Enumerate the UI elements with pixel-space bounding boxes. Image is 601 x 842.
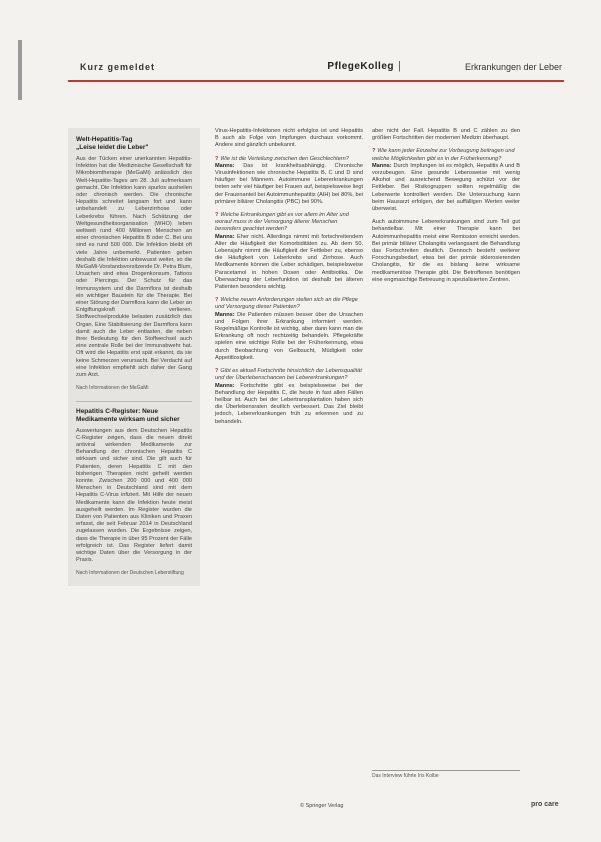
news-text-hepatitis-day: Aus der Tücken einer unerkannten Hepatitis-Infektion hat die Medizinische Gesellschaft für Mikrobiomtherapie (MeGaMi) anlässlich des Welt-Hepatitis-Tages am 28. Juli aufmerksam gemacht. Die Infektion kann spurlos ausheilen oder chronisch werden. Die chronische Hepatitis schreitet langsam fort und kann unbehandelt zu Leberzirrhose oder Leberkrebs führen. Nach Schätzung der Weltgesundheitsorganisation (WHO) leben weltweit rund 400 Millionen Menschen an einer chronischen Hepatitis B oder C. Bei uns sind es rund 500 000. Die Infektion bleibt oft viele Jahre unbemerkt. Patienten geben deshalb die Infektion unbewusst weiter, so die MeGaMi-Vorstandsvorsitzende Dr. Petra Blum, Ursachen sind etwa Drogenkonsum, Tattoos oder Piercings. Der Schutz für das Immunsystem und die Darmflora ist deshalb ein wichtiger Baustein für die Therapie. Bei einer Störung der Darmflora kann die Leber an Entgiftungskraft verlieren. Stoffwechselprodukte belasten zusätzlich das Organ. Eine Stabilisierung der Darmflora kann damit auch die Leber entlasten, die neben ihrer Bedeutung für den Stoffwechsel auch eine zentrale Rolle bei der Immunabwehr hat. Oft wird die Hepatitis erst spät erkannt, da sie keine Schmerzen verursacht. Bei Verdacht auf eine Infektion empfiehlt sich daher der Gang zum Arzt.	[76, 156, 192, 379]
interview-column-middle	[215, 128, 363, 426]
news-title-register: Hepatitis C-Register: Neue Medikamente wirksam und sicher	[76, 407, 180, 423]
header-topic: Erkrankungen der Leber	[464, 62, 562, 72]
header-rule	[68, 80, 564, 82]
interview-credit: Das Interview führte Iris Kolbe	[372, 770, 520, 779]
question-mark-icon: ?	[215, 155, 219, 162]
journal-brand: PflegeKolleg	[327, 61, 394, 72]
question-mark-icon: ?	[215, 297, 219, 304]
question-mark-icon: ?	[215, 368, 219, 375]
interview-answer: Manns: Eher nicht. Allerdings nimmt mit fortschreitendem Alter die Häufigkeit der Komorbiditäten zu. Ab dem 50. Lebensjahr nimmt die Häufigkeit der Fettleber zu, ebenso die Häufigkeit von Leberkrebs und Zirrhose. Auch Medikamente können die Leber schädigen, beispielsweise Paracetamol in hohen Dosen oder Antibiotika. Die Überwachung der Leberfunktion ist deshalb bei älteren Patienten besonders wichtig.	[215, 233, 363, 291]
news-title-hepatitis-day: Welt-Hepatitis-Tag „Leise leidet die Leber"	[76, 136, 149, 151]
section-label: Kurz gemeldet	[80, 62, 156, 72]
page-header	[68, 60, 564, 78]
interview-paragraph: Auch autoimmune Lebererkrankungen sind zum Teil gut behandelbar. Mit einer Therapie kann bei Autoimmunhepatitis meist eine Remission erreicht werden. Bei primär biliärer Cholangitis verlangsamt die Behandlung das Fortschreiten deutlich. Dennoch besteht weiterer Forschungsbedarf, etwa bei der primär sklerosierenden Cholangitis, für die es bislang keine wirksame medikamentöse Therapie gibt. Die Betroffenen benötigen eine engmaschige Betreuung in spezialisierten Zentren.	[372, 219, 520, 283]
news-source-hepatitis-day: Nach Informationen der MeGaMi	[76, 385, 149, 392]
interview-answer: Manns: Fortschritte gibt es beispielsweise bei der Behandlung der Hepatitis C, die heute in fast allen Fällen heilbar ist. Auch bei der Lebertransplantation haben sich die Überlebensraten deutlich verbessert. Das Ziel bleibt jedoch, Lebererkrankungen früh zu erkennen und zu behandeln.	[215, 382, 363, 425]
interview-question: ? Welche Erkrankungen gibt es vor allem im Alter und worauf muss in der Versorgung älterer Menschen besonders geachtet werden?	[215, 212, 349, 233]
interview-question: ? Gibt es aktuell Fortschritte hinsichtlich der Lebensqualität und der Überlebenschancen bei Lebererkrankungen?	[215, 368, 362, 382]
page-binding-mark	[18, 40, 22, 100]
header-separator: |	[398, 60, 401, 72]
interview-answer: Manns: Durch Impfungen ist es möglich, Hepatitis A und B vorzubeugen. Eine gesunde Lebensweise mit wenig Alkohol und ausreichend Bewegung schützt vor der Fettleber. Bei Risikogruppen sollten regelmäßig die Leberwerte kontrolliert werden. Die Untersuchung kann beim Hausarzt erfolgen, der bei auffälligen Werten weiter überweist.	[372, 162, 520, 213]
news-sidebar	[68, 128, 200, 586]
interview-question: ? Wie kann jeder Einzelne zur Vorbeugung beitragen und welche Möglichkeiten gibt es in der Früherkennung?	[372, 148, 515, 162]
interview-continuation: aber nicht der Fall. Hepatitis B und C zählen zu den größten Fortschritten der modernen Medizin überhaupt.	[372, 128, 520, 142]
footer-publisher: © Springer Verlag	[300, 803, 344, 809]
news-source-register: Nach Informationen der Deutschen Leberstiftung	[76, 570, 184, 577]
question-mark-icon: ?	[215, 212, 219, 219]
news-text-register: Auswertungen aus dem Deutschen Hepatitis C-Register zeigen, dass die neuen direkt antiviral wirkenden Medikamente zur Behandlung der chronischen Hepatitis C wirksam und sicher sind. Die gilt auch für Patienten, deren Hepatitis C mit den bisherigen Therapien nicht geheilt werden konnte. Zwischen 200 000 und 400 000 Menschen in Deutschland sind mit dem Hepatitis C-Virus infiziert. Mit Hilfe der neuen Medikamente kann die Infektion heute meist ausgeheilt werden. Im Register wurden die Daten von Patienten aus Kliniken und Praxen erfasst, die seit Februar 2014 in Deutschland zugelassen wurden. Die Ergebnisse zeigen, dass die Therapie in über 95 Prozent der Fälle erfolgreich ist. Das Register liefert damit wichtige Daten über die Versorgung in der Praxis.	[76, 427, 192, 564]
footer-journal: pro care	[531, 801, 559, 808]
interview-intro: Virus-Hepatitis-Infektionen nicht erfolglos ist und Hepatitis B auch als Folge von Impfungen durchaus vorkommt. Andere sind gänzlich unbekannt.	[215, 128, 363, 149]
interview-column-right	[372, 128, 520, 284]
interview-question: ? Wie ist die Verteilung zwischen den Geschlechtern?	[215, 155, 349, 162]
interview-answer: Manns: Die Patienten müssen besser über die Ursachen und Folgen ihrer Erkrankung informiert werden. Regelmäßige Kontrolle ist wichtig, aber dann kann man die Erkrankung oft noch rechtzeitig behandeln. Pflegekräfte spielen eine wichtige Rolle bei der Früherkennung, etwa durch Beobachtung von Gelbsucht, Müdigkeit oder Appetitlosigkeit.	[215, 311, 363, 361]
news-divider	[76, 401, 192, 402]
question-mark-icon: ?	[372, 148, 376, 155]
interview-answer: Manns: Das ist krankheitsabhängig. Chronische Virusinfektionen wie chronische Hepatitis B, C und D sind häufiger bei Männern. Autoimmune Lebererkrankungen treten sehr viel häufiger bei Frauen auf, beispielsweise liegt der Frauenanteil bei Autoimmunhepatitis (AIH) bei 80%, bei primärer biliärer Cholangitis (PBC) bei 90%.	[215, 162, 363, 205]
interview-question: ? Welche neuen Anforderungen stellen sich an die Pflege und Versorgung dieser Patienten?	[215, 297, 358, 311]
